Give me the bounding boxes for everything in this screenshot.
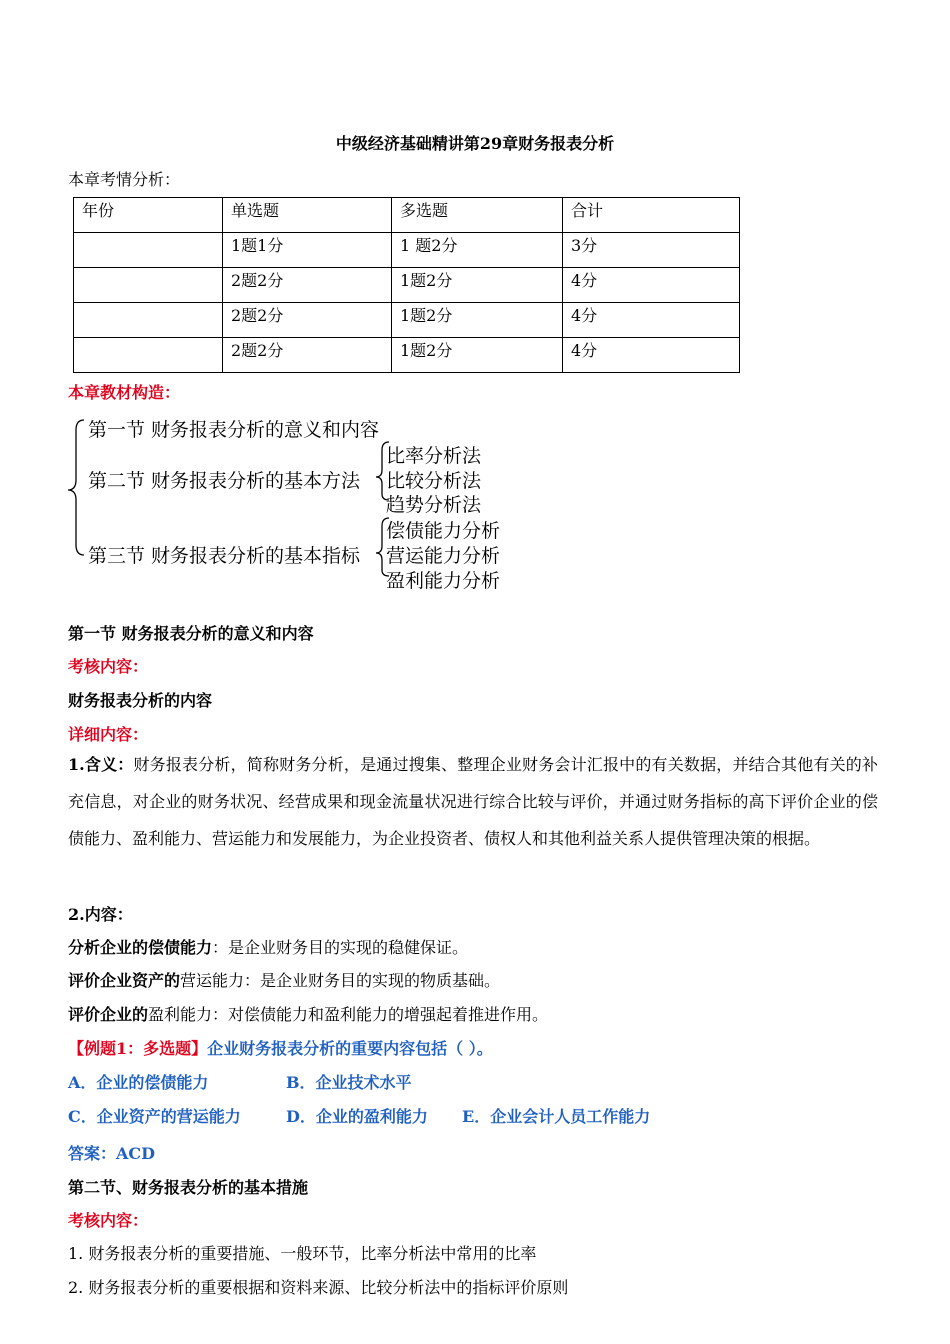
exam-analysis-label: 本章考情分析：: [68, 170, 181, 189]
definition-text: 财务报表分析，简称财务分析，是通过搜集、整理企业财务会计汇报中的有关数据，并结合其他有关的补充信息，对企业的财务状况、经营成果和现金流量状况进行综合比较与评价，并通过财务指标的高下评价企业的偿债能力、盈利能力、营运能力和发展能力，为企业投资者、债权人和其他利益关系人提供管理决策的根据。: [68, 755, 878, 848]
section1-detail-label: 详细内容：: [68, 725, 149, 744]
table-row: [74, 303, 740, 338]
section1-exam-content: 财务报表分析的内容: [68, 691, 213, 710]
diagram-section-3: 第三节 财务报表分析的基本指标: [88, 545, 361, 567]
table-cell: [74, 303, 223, 338]
content-label: 2.内容：: [68, 905, 133, 924]
table-cell: 2题2分: [223, 268, 392, 303]
section2-item-2: 2. 财务报表分析的重要根据和资料来源、比较分析法中的指标评价原则: [68, 1278, 569, 1297]
definition-paragraph: [68, 746, 878, 857]
table-cell: 3分: [563, 233, 740, 268]
option-d: D．企业的盈利能力: [286, 1107, 428, 1126]
main-brace: [68, 420, 84, 555]
example-question-text: 企业财务报表分析的重要内容包括（ ）。: [207, 1039, 493, 1058]
content-item-text: 盈利能力：对偿债能力和盈利能力的增强起着推进作用。: [148, 1005, 549, 1024]
chapter-structure-diagram: [62, 410, 522, 600]
content-item-text: ：是企业财务目的实现的稳健保证。: [212, 938, 469, 957]
example-tag: 【例题1：多选题】: [68, 1039, 208, 1058]
table-cell: 2题2分: [223, 338, 392, 373]
content-item-1: [68, 935, 468, 958]
example-answer: 答案：ACD: [68, 1144, 156, 1163]
diagram-section-1: 第一节 财务报表分析的意义和内容: [88, 419, 380, 441]
table-header-cell: 单选题: [223, 198, 392, 233]
option-c: C．企业资产的营运能力: [68, 1107, 241, 1126]
table-header-cell: 多选题: [392, 198, 563, 233]
diagram-indicator-1: 偿债能力分析: [386, 520, 501, 542]
option-a: A．企业的偿债能力: [68, 1073, 209, 1092]
table-cell: [74, 338, 223, 373]
option-b: B．企业技术水平: [286, 1073, 412, 1092]
definition-label: 1.含义：: [68, 755, 134, 774]
table-row: [74, 233, 740, 268]
diagram-method-1: 比率分析法: [386, 445, 482, 467]
table-cell: 4分: [563, 268, 740, 303]
diagram-indicator-3: 盈利能力分析: [386, 570, 501, 592]
diagram-section-2: 第二节 财务报表分析的基本方法: [88, 470, 361, 492]
diagram-method-2: 比较分析法: [386, 470, 482, 492]
table-cell: 2题2分: [223, 303, 392, 338]
table-cell: 4分: [563, 303, 740, 338]
table-cell: 4分: [563, 338, 740, 373]
table-row: [74, 268, 740, 303]
example-question: [68, 1036, 493, 1059]
section1-exam-label: 考核内容：: [68, 657, 149, 676]
table-cell: 1题2分: [392, 338, 563, 373]
exam-stats-table: [73, 197, 740, 373]
diagram-indicator-2: 营运能力分析: [386, 545, 501, 567]
section2-heading: 第二节、财务报表分析的基本措施: [68, 1178, 309, 1197]
content-item-bold: 分析企业的偿债能力: [68, 938, 213, 957]
table-header-cell: 合计: [563, 198, 740, 233]
section2-item-1: 1. 财务报表分析的重要措施、一般环节，比率分析法中常用的比率: [68, 1244, 537, 1263]
table-cell: 1 题2分: [392, 233, 563, 268]
content-item-2: [68, 968, 500, 991]
table-cell: 1题2分: [392, 303, 563, 338]
table-cell: 1题2分: [392, 268, 563, 303]
table-cell: 1题1分: [223, 233, 392, 268]
content-item-bold: 评价企业的: [68, 1005, 149, 1024]
section2-exam-label: 考核内容：: [68, 1211, 149, 1230]
table-header-cell: 年份: [74, 198, 223, 233]
table-header-row: [74, 198, 740, 233]
content-item-3: [68, 1002, 548, 1025]
diagram-method-3: 趋势分析法: [386, 494, 482, 516]
page-title: 中级经济基础精讲第29章财务报表分析: [335, 134, 615, 153]
table-cell: [74, 233, 223, 268]
table-row: [74, 338, 740, 373]
table-cell: [74, 268, 223, 303]
section1-heading: 第一节 财务报表分析的意义和内容: [68, 624, 314, 643]
option-e: E．企业会计人员工作能力: [462, 1107, 651, 1126]
structure-label: 本章教材构造：: [68, 383, 181, 402]
content-item-text: 营运能力：是企业财务目的实现的物质基础。: [180, 971, 501, 990]
content-item-bold: 评价企业资产的: [68, 971, 181, 990]
